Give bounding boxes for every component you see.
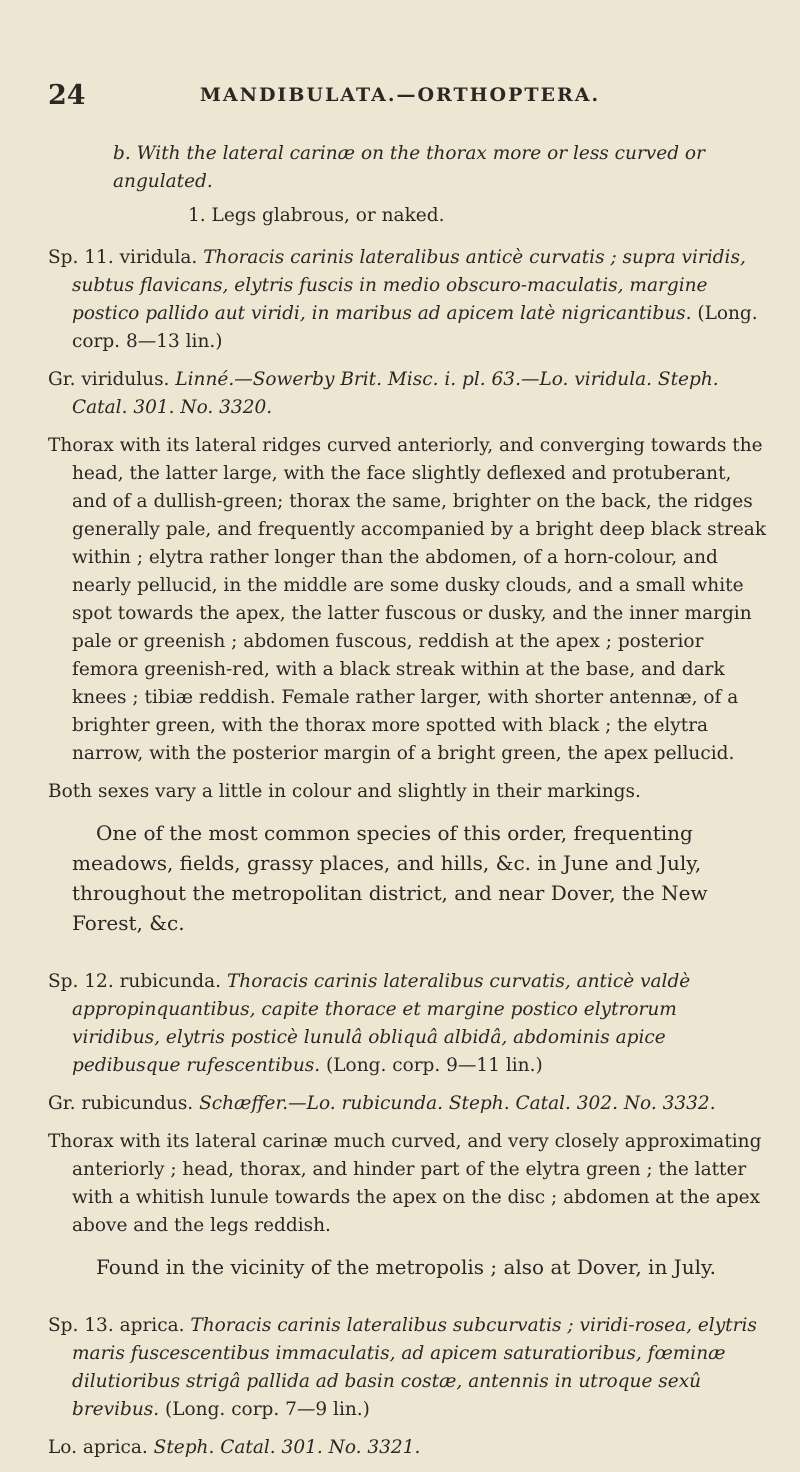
subsection-heading: 1. Legs glabrous, or naked. <box>188 205 445 226</box>
species-12-habitat: Found in the vicinity of the metropolis ; also at Dover, in July. <box>96 1255 716 1279</box>
species-12-diagnosis <box>48 968 768 1080</box>
species-13-diagnosis <box>48 1312 768 1424</box>
species-label: Sp. 13. aprica. <box>48 1315 185 1336</box>
page-number: 24 <box>48 80 86 111</box>
synonym-name: Gr. viridulus. <box>48 369 170 390</box>
species-11-synonymy <box>48 366 768 422</box>
species-12-description: Thorax with its lateral carinæ much curved, and very closely approximating anteriorly ; head, thorax, and hinder part of the elytra green ; the latter with a whitish lunule towards the apex on the disc ; abdomen at the apex above and the legs reddish. <box>48 1131 762 1236</box>
latin-diagnosis: Thoracis carinis lateralibus anticè curvatis ; supra viridis, subtus flavicans, elytris fuscis in medio obscuro-maculatis, margine postico pallido aut viridi, in maribus ad apicem latè nigricantibus. <box>72 247 746 324</box>
species-11-diagnosis <box>48 244 768 356</box>
synonym-refs: Steph. Catal. 301. No. 3321. <box>153 1437 421 1458</box>
section-heading: b. With the lateral carinæ on the thorax more or less curved or angulated. <box>113 143 705 192</box>
latin-diagnosis: Thoracis carinis lateralibus curvatis, anticè valdè appropinquantibus, capite thorace et margine postico elytrorum viridibus, elytris posticè lunulâ obliquâ albidâ, abdominis apice pedibusque rufescentibus. <box>72 971 691 1076</box>
page-content <box>48 140 768 1472</box>
species-11-note: Both sexes vary a little in colour and slightly in their markings. <box>48 781 641 802</box>
synonym-refs: Schæffer.—Lo. rubicunda. Steph. Catal. 302. No. 3332. <box>199 1093 716 1114</box>
latin-diagnosis: Thoracis carinis lateralibus subcurvatis ; viridi-rosea, elytris maris fuscescentibus immaculatis, ad apicem saturatioribus, fœminæ dilutioribus strigâ pallida ad basin costæ, antennis in utroque sexû brevibus. <box>72 1315 757 1420</box>
page-header <box>0 80 800 114</box>
species-11-description: Thorax with its lateral ridges curved anteriorly, and converging towards the head, the latter large, with the face slightly deflexed and protuberant, and of a dullish-green; thorax the same, brighter on the back, the ridges generally pale, and frequently accompanied by a bright deep black streak within ; elytra rather longer than the abdomen, of a horn-colour, and nearly pellucid, in the middle are some dusky clouds, and a small white spot towards the apex, the latter fuscous or dusky, and the inner margin pale or greenish ; abdomen fuscous, reddish at the apex ; posterior femora greenish-red, with a black streak within at the base, and dark knees ; tibiæ reddish. Female rather larger, with shorter antennæ, of a brighter green, with the thorax more spotted with black ; the elytra narrow, with the posterior margin of a bright green, the apex pellucid. <box>48 435 767 764</box>
synonym-name: Gr. rubicundus. <box>48 1093 194 1114</box>
species-11-habitat: One of the most common species of this order, frequenting meadows, fields, grassy places, and hills, &c. in June and July, throughout the metropolitan district, and near Dover, the New Forest, &c. <box>72 821 708 935</box>
species-label: Sp. 11. viridula. <box>48 247 198 268</box>
size-measure: (Long. corp. 8—13 lin.) <box>72 303 758 352</box>
species-12-synonymy <box>48 1090 768 1118</box>
species-label: Sp. 12. rubicunda. <box>48 971 222 992</box>
species-13-synonymy <box>48 1434 768 1462</box>
synonym-refs: Linné.—Sowerby Brit. Misc. i. pl. 63.—Lo. viridula. Steph. Catal. 301. No. 3320. <box>72 369 719 418</box>
synonym-name: Lo. aprica. <box>48 1437 148 1458</box>
size-measure: (Long. corp. 7—9 lin.) <box>165 1399 370 1420</box>
running-head: MANDIBULATA.—ORTHOPTERA. <box>199 84 601 106</box>
size-measure: (Long. corp. 9—11 lin.) <box>326 1055 543 1076</box>
